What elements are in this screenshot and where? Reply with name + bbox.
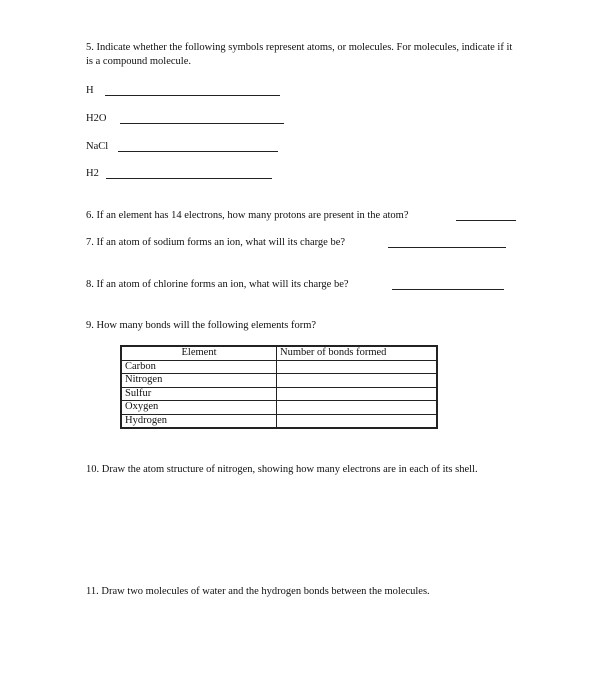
- column-header-element: Element: [121, 346, 277, 360]
- question-9-prompt: 9. How many bonds will the following elements form?: [86, 320, 317, 331]
- bonds-answer-cell[interactable]: [277, 414, 438, 428]
- question-11-prompt: 11. Draw two molecules of water and the hydrogen bonds between the molecules.: [86, 586, 430, 597]
- question-8-prompt: 8. If an atom of chlorine forms an ion, what will its charge be?: [86, 279, 349, 290]
- question-7-prompt: 7. If an atom of sodium forms an ion, what will its charge be?: [86, 237, 346, 248]
- bonds-answer-cell[interactable]: [277, 374, 438, 388]
- question-6-prompt: 6. If an element has 14 electrons, how many protons are present in the atom?: [86, 210, 409, 221]
- table-row: [121, 401, 437, 415]
- symbol-label: H2O: [86, 113, 107, 124]
- element-cell: Sulfur: [121, 387, 277, 401]
- answer-blank-h2o[interactable]: [120, 123, 284, 124]
- answer-blank-q7[interactable]: [388, 247, 506, 248]
- answer-blank-h[interactable]: [105, 95, 280, 96]
- bonds-answer-cell[interactable]: [277, 401, 438, 415]
- answer-blank-q6[interactable]: [456, 220, 516, 221]
- bonds-table: [120, 345, 438, 429]
- table-row: [121, 387, 437, 401]
- question-5-prompt: 5. Indicate whether the following symbols represent atoms, or molecules. For molecules, indicate if it is a compound molecule.: [86, 42, 513, 67]
- element-cell: Nitrogen: [121, 374, 277, 388]
- answer-blank-nacl[interactable]: [118, 151, 278, 152]
- element-cell: Hydrogen: [121, 414, 277, 428]
- bonds-answer-cell[interactable]: [277, 360, 438, 374]
- question-10-prompt: 10. Draw the atom structure of nitrogen, showing how many electrons are in each of its shell.: [86, 464, 478, 475]
- bonds-answer-cell[interactable]: [277, 387, 438, 401]
- symbol-label: NaCl: [86, 141, 109, 152]
- table-row: [121, 414, 437, 428]
- answer-blank-h2[interactable]: [106, 178, 272, 179]
- element-cell: Carbon: [121, 360, 277, 374]
- table-row: [121, 360, 437, 374]
- symbol-label: H: [86, 85, 94, 96]
- column-header-bonds: Number of bonds formed: [277, 346, 438, 360]
- symbol-label: H2: [86, 168, 99, 179]
- element-cell: Oxygen: [121, 401, 277, 415]
- answer-blank-q8[interactable]: [392, 289, 504, 290]
- table-header-row: [121, 346, 437, 360]
- table-row: [121, 374, 437, 388]
